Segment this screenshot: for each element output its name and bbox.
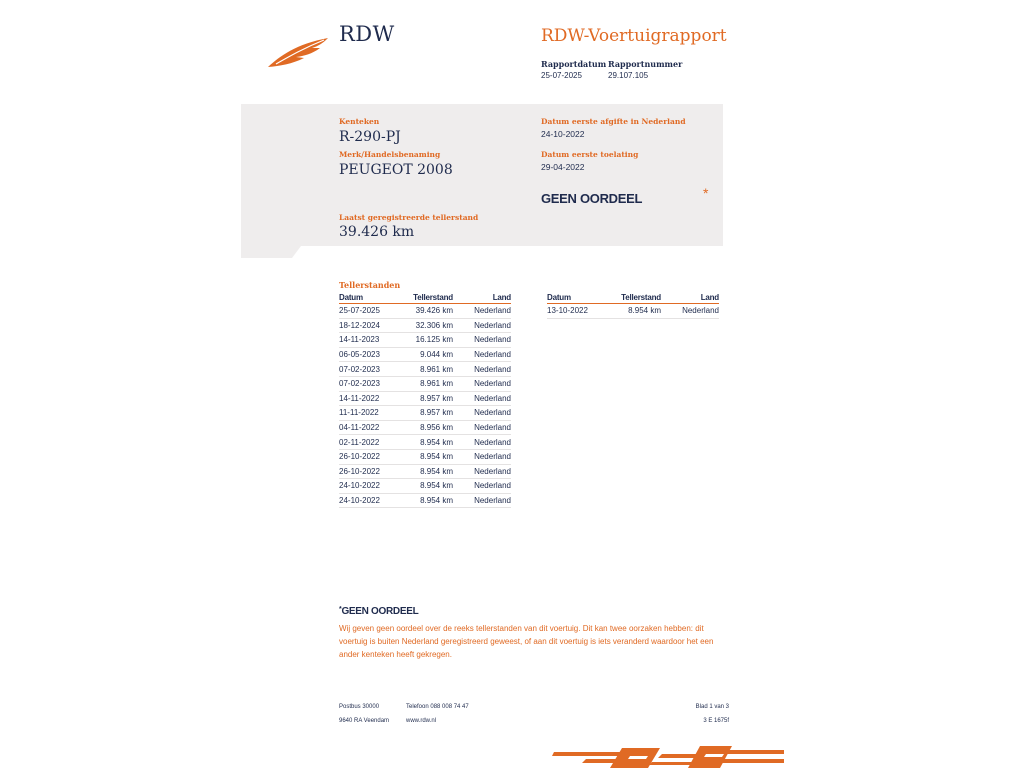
odometer-table-left: [339, 292, 511, 508]
footnote-title-text: GEEN OORDEEL: [341, 606, 419, 617]
row-date: 25-07-2025: [339, 304, 401, 319]
row-odometer: 8.954 km: [401, 435, 453, 450]
row-date: 11-11-2022: [339, 406, 401, 421]
row-odometer: 8.954 km: [609, 304, 661, 319]
orange-stripes-graphic: [552, 744, 784, 768]
table-row: [339, 347, 511, 362]
table-row: [339, 449, 511, 464]
verdict-asterisk: *: [703, 185, 709, 201]
column-header-country: Land: [453, 292, 511, 304]
table-row: [339, 435, 511, 450]
row-country: Nederland: [453, 464, 511, 479]
row-date: 04-11-2022: [339, 420, 401, 435]
report-number: 29.107.105: [608, 71, 649, 80]
row-odometer: 8.957 km: [401, 406, 453, 421]
row-country: Nederland: [453, 479, 511, 494]
table-row: [339, 376, 511, 391]
row-country: Nederland: [453, 362, 511, 377]
row-date: 07-02-2023: [339, 376, 401, 391]
row-country: Nederland: [453, 391, 511, 406]
first-admission-label: Datum eerste toelating: [541, 150, 639, 159]
row-date: 26-10-2022: [339, 449, 401, 464]
table-row: [339, 333, 511, 348]
first-admission-value: 29-04-2022: [541, 162, 585, 172]
row-country: Nederland: [453, 420, 511, 435]
table-row: [339, 464, 511, 479]
row-date: 24-10-2022: [339, 479, 401, 494]
row-country: Nederland: [453, 493, 511, 508]
table-row: [339, 391, 511, 406]
report-title: RDW-Voertuigrapport: [541, 26, 727, 46]
footer-city: 9640 RA Veendam: [339, 718, 390, 724]
row-date: 13-10-2022: [547, 304, 609, 319]
footer-phone: Telefoon 088 008 74 47: [406, 704, 469, 710]
verdict-text: GEEN OORDEEL: [541, 191, 643, 206]
table-row: [547, 304, 719, 319]
footnote-text: Wij geven geen oordeel over de reeks tellerstanden van dit voertuig. Dit kan twee oorzaken hebben: dit voertuig is buiten Nederland geregistreerd geweest, of aan dit voertuig is iets veranderd waardoor het een ander kenteken heeft gekregen.: [339, 624, 714, 659]
first-issue-nl-value: 24-10-2022: [541, 129, 585, 139]
row-odometer: 16.125 km: [401, 333, 453, 348]
report-date: 25-07-2025: [541, 71, 582, 80]
last-odometer-label: Laatst geregistreerde tellerstand: [339, 213, 479, 222]
row-odometer: 8.961 km: [401, 362, 453, 377]
column-header-odometer: Tellerstand: [609, 292, 661, 304]
row-date: 06-05-2023: [339, 347, 401, 362]
table-row: [339, 362, 511, 377]
row-date: 14-11-2022: [339, 391, 401, 406]
footer-page-number: Blad 1 van 3: [695, 704, 729, 710]
footer-postbus: Postbus 30000: [339, 704, 380, 710]
table-row: [339, 420, 511, 435]
row-odometer: 39.426 km: [401, 304, 453, 319]
make-label: Merk/Handelsbenaming: [339, 150, 441, 159]
row-country: Nederland: [453, 347, 511, 362]
row-odometer: 32.306 km: [401, 318, 453, 333]
row-country: Nederland: [453, 435, 511, 450]
column-header-odometer: Tellerstand: [401, 292, 453, 304]
make-value: PEUGEOT 2008: [339, 162, 453, 178]
table-row: [339, 479, 511, 494]
row-date: 14-11-2023: [339, 333, 401, 348]
table-row: [339, 406, 511, 421]
column-header-date: Datum: [339, 292, 401, 304]
table-row: [339, 304, 511, 319]
row-odometer: 8.961 km: [401, 376, 453, 391]
rdw-logo-icon: [266, 36, 330, 68]
row-odometer: 8.954 km: [401, 449, 453, 464]
first-issue-nl-label: Datum eerste afgifte in Nederland: [541, 117, 686, 126]
row-date: 24-10-2022: [339, 493, 401, 508]
odometer-section-title: Tellerstanden: [339, 280, 401, 290]
last-odometer-value: 39.426 km: [339, 224, 415, 240]
row-odometer: 9.044 km: [401, 347, 453, 362]
plate-value: R-290-PJ: [339, 129, 401, 145]
row-odometer: 8.957 km: [401, 391, 453, 406]
row-country: Nederland: [453, 318, 511, 333]
plate-label: Kenteken: [339, 117, 380, 126]
report-date-label: Rapportdatum: [541, 59, 607, 69]
footnote-asterisk: *: [339, 606, 342, 613]
row-country: Nederland: [453, 333, 511, 348]
column-header-country: Land: [661, 292, 719, 304]
row-odometer: 8.954 km: [401, 493, 453, 508]
row-country: Nederland: [453, 376, 511, 391]
odometer-table-right: [547, 292, 719, 319]
row-date: 02-11-2022: [339, 435, 401, 450]
footer-code: 3 E 1675f: [703, 718, 729, 724]
row-odometer: 8.954 km: [401, 464, 453, 479]
row-country: Nederland: [453, 304, 511, 319]
row-odometer: 8.956 km: [401, 420, 453, 435]
panel-tab-decoration: [241, 246, 301, 258]
report-number-label: Rapportnummer: [608, 59, 683, 69]
table-row: [339, 493, 511, 508]
row-country: Nederland: [453, 406, 511, 421]
table-row: [339, 318, 511, 333]
row-odometer: 8.954 km: [401, 479, 453, 494]
column-header-date: Datum: [547, 292, 609, 304]
row-country: Nederland: [661, 304, 719, 319]
brand-name: RDW: [339, 22, 395, 46]
row-date: 07-02-2023: [339, 362, 401, 377]
row-date: 26-10-2022: [339, 464, 401, 479]
footer-web[interactable]: www.rdw.nl: [406, 718, 437, 724]
row-date: 18-12-2024: [339, 318, 401, 333]
row-country: Nederland: [453, 449, 511, 464]
footnote-title: [339, 606, 418, 617]
